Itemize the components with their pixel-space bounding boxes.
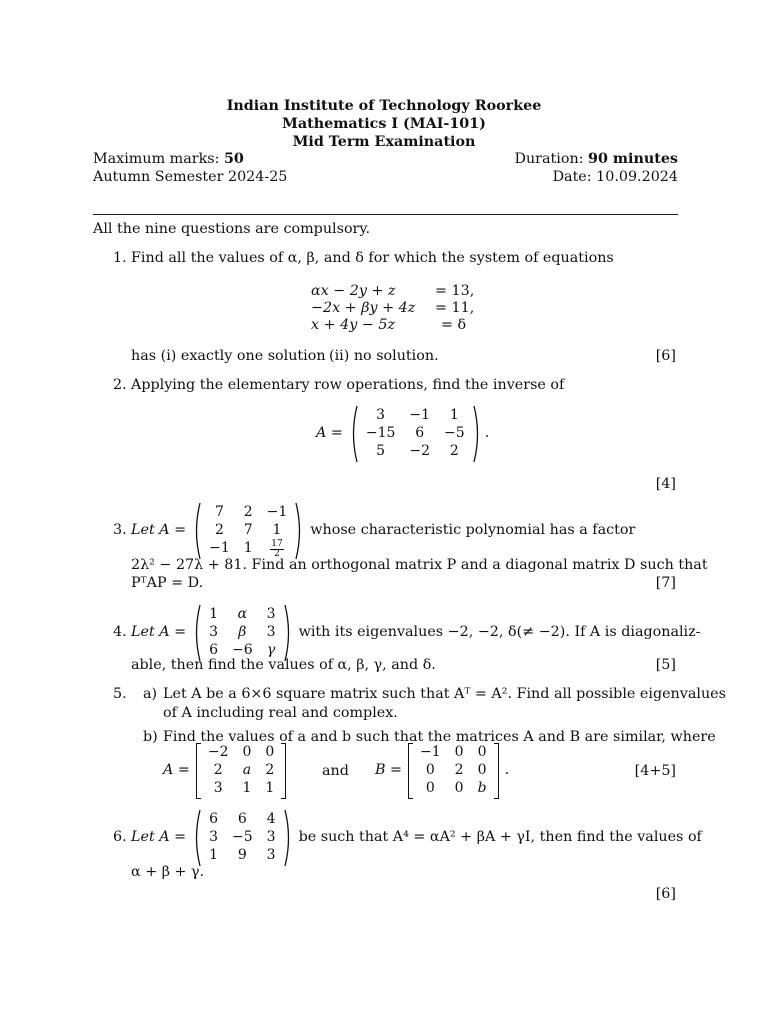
q1-eq1-rhs: = 13, (435, 283, 475, 299)
q3-line2: 2λ² − 27λ + 81. Find an orthogonal matrix P and a diagonal matrix D such that (131, 557, 708, 573)
course-title: Mathematics I (MAI-101) (282, 116, 486, 132)
q4-matrix-expression (131, 604, 701, 662)
q3-marks: [7] (655, 575, 676, 591)
q3-line3: PᵀAP = D. (131, 575, 204, 591)
matrix-cell: 7 (243, 521, 253, 538)
matrix-cell: 7 (214, 503, 224, 520)
left-paren-icon (349, 405, 359, 463)
q5a-line2: of A including real and complex. (163, 705, 398, 721)
q2-text: Applying the elementary row operations, find the inverse of (131, 377, 565, 393)
fraction-denominator: 2 (274, 548, 280, 559)
q4-line2: able, then find the values of α, β, γ, and δ. (131, 657, 436, 673)
q2-number: 2. (113, 377, 127, 393)
matrix-cell: −1 (409, 407, 431, 424)
q6-matrix-expression (131, 809, 702, 867)
q5-matrix-a (201, 744, 281, 798)
q4-marks: [5] (655, 657, 676, 673)
matrix-cell: 1 (449, 407, 459, 424)
matrix-cell: −2 (409, 443, 431, 460)
q4-lead: Let A = (131, 624, 187, 641)
q5-matrix-b (413, 744, 494, 798)
q2-matrix-expression (316, 405, 489, 463)
header-divider (93, 214, 678, 215)
max-marks-label: Maximum marks: (93, 151, 224, 167)
matrix-cell: 0 (242, 744, 252, 761)
right-bracket-icon (281, 743, 286, 799)
matrix-cell: 3 (209, 624, 219, 641)
semester: Autumn Semester 2024-25 (93, 169, 288, 185)
matrix-cell: −6 (232, 642, 253, 659)
exam-title: Mid Term Examination (292, 134, 476, 150)
q3-number: 3. (113, 522, 127, 538)
matrix-cell: 0 (425, 762, 435, 779)
matrix-cell: 2 (214, 521, 224, 538)
q5-end: . (504, 762, 510, 779)
matrix-cell: −5 (444, 425, 465, 442)
right-paren-icon (283, 604, 293, 662)
q4-matrix (202, 606, 282, 660)
matrix-cell: 2 (449, 443, 459, 460)
matrix-cell: 2 (454, 762, 464, 779)
q1-eq2-rhs: = 11, (435, 300, 475, 316)
matrix-cell: 0 (425, 780, 435, 797)
matrix-cell: 1 (265, 780, 275, 797)
matrix-cell: −1 (266, 503, 288, 520)
q2-marks: [4] (655, 476, 676, 492)
q3-matrix-expression (131, 502, 635, 560)
right-paren-icon (294, 502, 304, 560)
matrix-cell: 1 (242, 780, 252, 797)
q1-marks: [6] (655, 348, 676, 364)
q1-eq3-rhs: = δ (441, 317, 467, 333)
fraction-numerator: 17 (271, 538, 283, 549)
matrix-cell: 3 (266, 624, 276, 641)
matrix-cell: 1 (209, 606, 219, 623)
matrix-cell: 9 (237, 847, 247, 864)
right-paren-icon (283, 809, 293, 867)
matrix-cell-fraction (260, 540, 295, 559)
matrix-cell: 1 (272, 521, 282, 538)
matrix-cell: −1 (420, 744, 441, 761)
matrix-cell: 0 (454, 780, 464, 797)
exam-date: Date: 10.09.2024 (552, 169, 678, 185)
matrix-cell: 2 (213, 762, 223, 779)
q6-line2: α + β + γ. (131, 864, 205, 880)
q6-matrix (202, 811, 282, 865)
matrix-cell: 4 (266, 811, 276, 828)
q6-number: 6. (113, 829, 127, 845)
matrix-cell: 0 (477, 744, 487, 761)
matrix-cell: 1 (209, 847, 219, 864)
left-paren-icon (192, 502, 202, 560)
q5a-label: a) (143, 686, 158, 702)
matrix-cell: 3 (266, 847, 276, 864)
q1-eq3-lhs: x + 4y − 5z (311, 317, 396, 333)
q4-number: 4. (113, 624, 127, 640)
matrix-cell: 2 (265, 762, 275, 779)
institute-title: Indian Institute of Technology Roorkee (226, 98, 542, 114)
matrix-cell: −2 (207, 744, 229, 761)
q5-label-b: B = (375, 762, 403, 779)
q1-tail-a: has (i) exactly one solution (131, 348, 326, 364)
matrix-cell: α (237, 606, 248, 623)
right-paren-icon (472, 405, 482, 463)
q6-after: be such that A⁴ = αA² + βA + γI, then find the values of (298, 829, 702, 846)
matrix-cell: a (242, 762, 252, 779)
q1-eq2-lhs: −2x + βy + 4z (311, 300, 416, 316)
matrix-cell: 6 (237, 811, 247, 828)
matrix-cell: 3 (266, 829, 276, 846)
matrix-cell: 0 (454, 744, 464, 761)
q5b-label: b) (143, 729, 158, 745)
q3-after: whose characteristic polynomial has a factor (310, 522, 636, 539)
matrix-cell: 3 (376, 407, 386, 424)
duration (514, 151, 678, 169)
instructions: All the nine questions are compulsory. (93, 221, 371, 237)
q4-after: with its eigenvalues −2, −2, δ(≠ −2). If A is diagonaliz- (298, 624, 701, 641)
matrix-cell: 6 (415, 425, 425, 442)
q5-and: and (322, 763, 349, 779)
q5-matrix-a-expression (163, 743, 286, 799)
q5-number: 5. (113, 686, 127, 702)
matrix-cell: 1 (243, 540, 253, 557)
q2-label: A = (316, 425, 343, 442)
matrix-cell: 2 (243, 503, 253, 520)
left-paren-icon (192, 604, 202, 662)
max-marks-value: 50 (223, 151, 244, 167)
matrix-cell: β (238, 624, 247, 641)
matrix-cell: γ (266, 642, 276, 659)
q5-label-a: A = (163, 762, 190, 779)
q5a-line1: Let A be a 6×6 square matrix such that Aᵀ = A². Find all possible eigenvalues (163, 686, 726, 702)
matrix-cell: 3 (209, 829, 219, 846)
matrix-cell: −15 (365, 425, 396, 442)
q2-end: . (484, 425, 490, 442)
duration-label: Duration: (514, 151, 589, 167)
q1-text: Find all the values of α, β, and δ for which the system of equations (131, 250, 614, 266)
matrix-cell: 0 (265, 744, 275, 761)
right-bracket-icon (494, 743, 499, 799)
q5b-line1: Find the values of a and b such that the matrices A and B are similar, where (163, 729, 716, 745)
q1-tail-b: (ii) no solution. (329, 348, 439, 364)
matrix-cell: 6 (209, 642, 219, 659)
matrix-cell: −1 (209, 540, 230, 557)
q3-lead: Let A = (131, 522, 187, 539)
max-marks (93, 151, 244, 169)
matrix-cell: 6 (209, 811, 219, 828)
left-paren-icon (192, 809, 202, 867)
matrix-cell: 3 (213, 780, 223, 797)
q6-marks: [6] (655, 886, 676, 902)
q1-number: 1. (113, 250, 127, 266)
matrix-cell: 5 (376, 443, 386, 460)
matrix-cell: 0 (477, 762, 487, 779)
q1-eq1-lhs: αx − 2y + z (311, 283, 396, 299)
q2-matrix (359, 407, 472, 461)
q6-lead: Let A = (131, 829, 187, 846)
matrix-cell: −5 (232, 829, 253, 846)
q3-matrix (202, 504, 294, 559)
duration-value: 90 minutes (588, 151, 678, 167)
q5-matrix-b-expression (375, 743, 509, 799)
q5-marks: [4+5] (634, 763, 676, 779)
matrix-cell: b (477, 780, 487, 797)
matrix-cell: 3 (266, 606, 276, 623)
